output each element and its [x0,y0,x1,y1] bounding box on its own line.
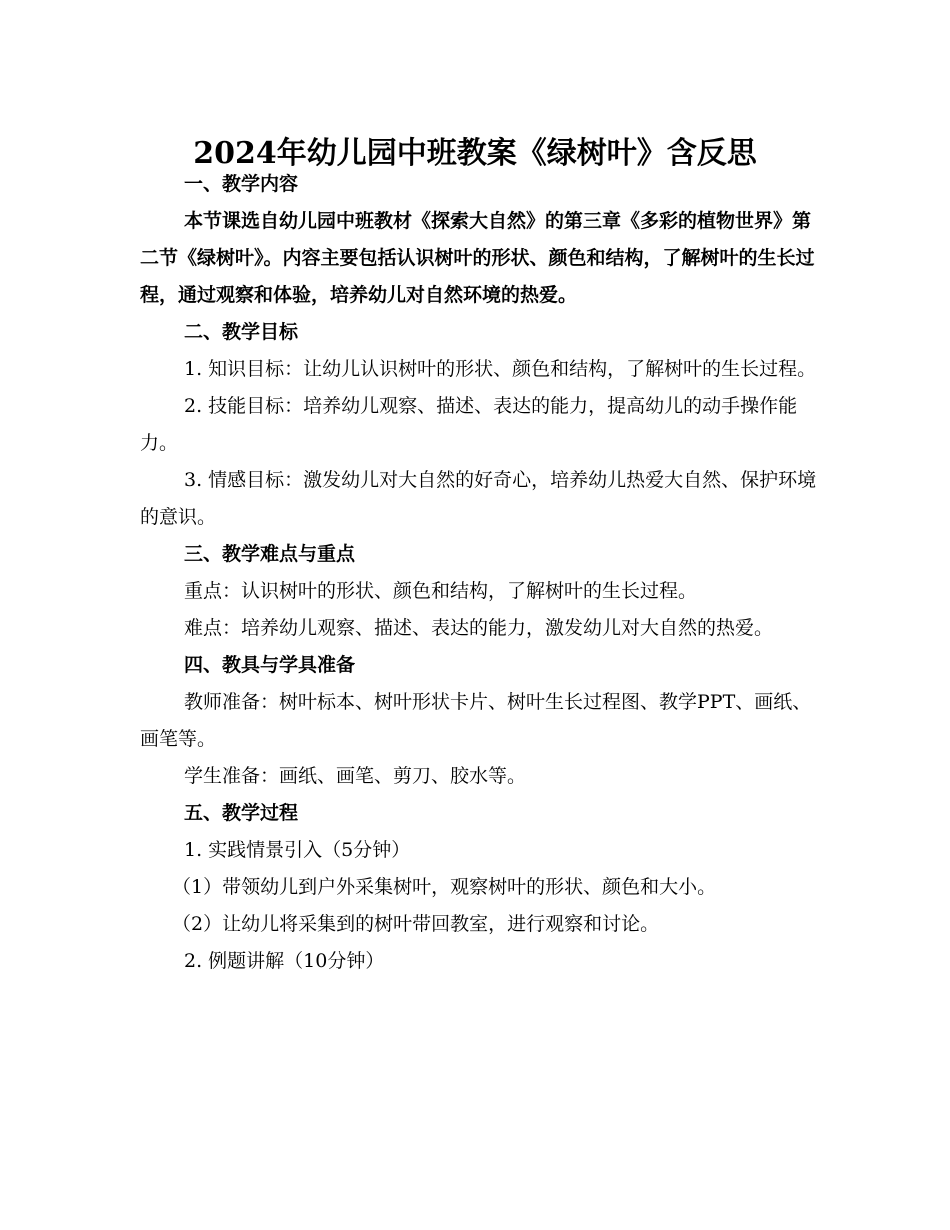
goal-item-emotion: 3. 情感目标：激发幼儿对大自然的好奇心，培养幼儿热爱大自然、保护环境的意识。 [140,469,817,528]
process-step-1-sub-1: （1）带领幼儿到户外采集树叶，观察树叶的形状、颜色和大小。 [172,876,717,898]
content-paragraph: 本节课选自幼儿园中班教材《探索大自然》的第三章《多彩的植物世界》第二节《绿树叶》。内容主要包括认识树叶的形状、颜色和结构，了解树叶的生长过程，通过观察和体验，培养幼儿对自然环境的热爱。 [140,210,815,306]
process-step-1-sub-2: （2）让幼儿将采集到的树叶带回教室，进行观察和讨论。 [172,913,660,935]
section-heading-content: 一、教学内容 [184,173,299,195]
key-point-text: 重点：认识树叶的形状、颜色和结构，了解树叶的生长过程。 [184,580,698,602]
student-materials-text: 学生准备：画纸、画笔、剪刀、胶水等。 [184,765,527,787]
section-heading-process: 五、教学过程 [184,802,299,824]
process-step-2: 2. 例题讲解（10分钟） [184,950,385,972]
section-heading-materials: 四、教具与学具准备 [184,654,356,676]
document-title: 2024年幼儿园中班教案《绿树叶》含反思 [193,136,757,172]
section-heading-goals: 二、教学目标 [184,321,299,343]
teacher-materials-text: 教师准备：树叶标本、树叶形状卡片、树叶生长过程图、教学PPT、画纸、画笔等。 [140,691,812,750]
document-body [140,166,820,980]
goal-item-skill: 2. 技能目标：培养幼儿观察、描述、表达的能力，提高幼儿的动手操作能力。 [140,395,798,454]
difficult-point-text: 难点：培养幼儿观察、描述、表达的能力，激发幼儿对大自然的热爱。 [184,617,774,639]
section-heading-difficulty: 三、教学难点与重点 [184,543,356,565]
process-step-1: 1. 实践情景引入（5分钟） [184,839,411,861]
goal-item-knowledge: 1. 知识目标：让幼儿认识树叶的形状、颜色和结构，了解树叶的生长过程。 [184,358,817,380]
